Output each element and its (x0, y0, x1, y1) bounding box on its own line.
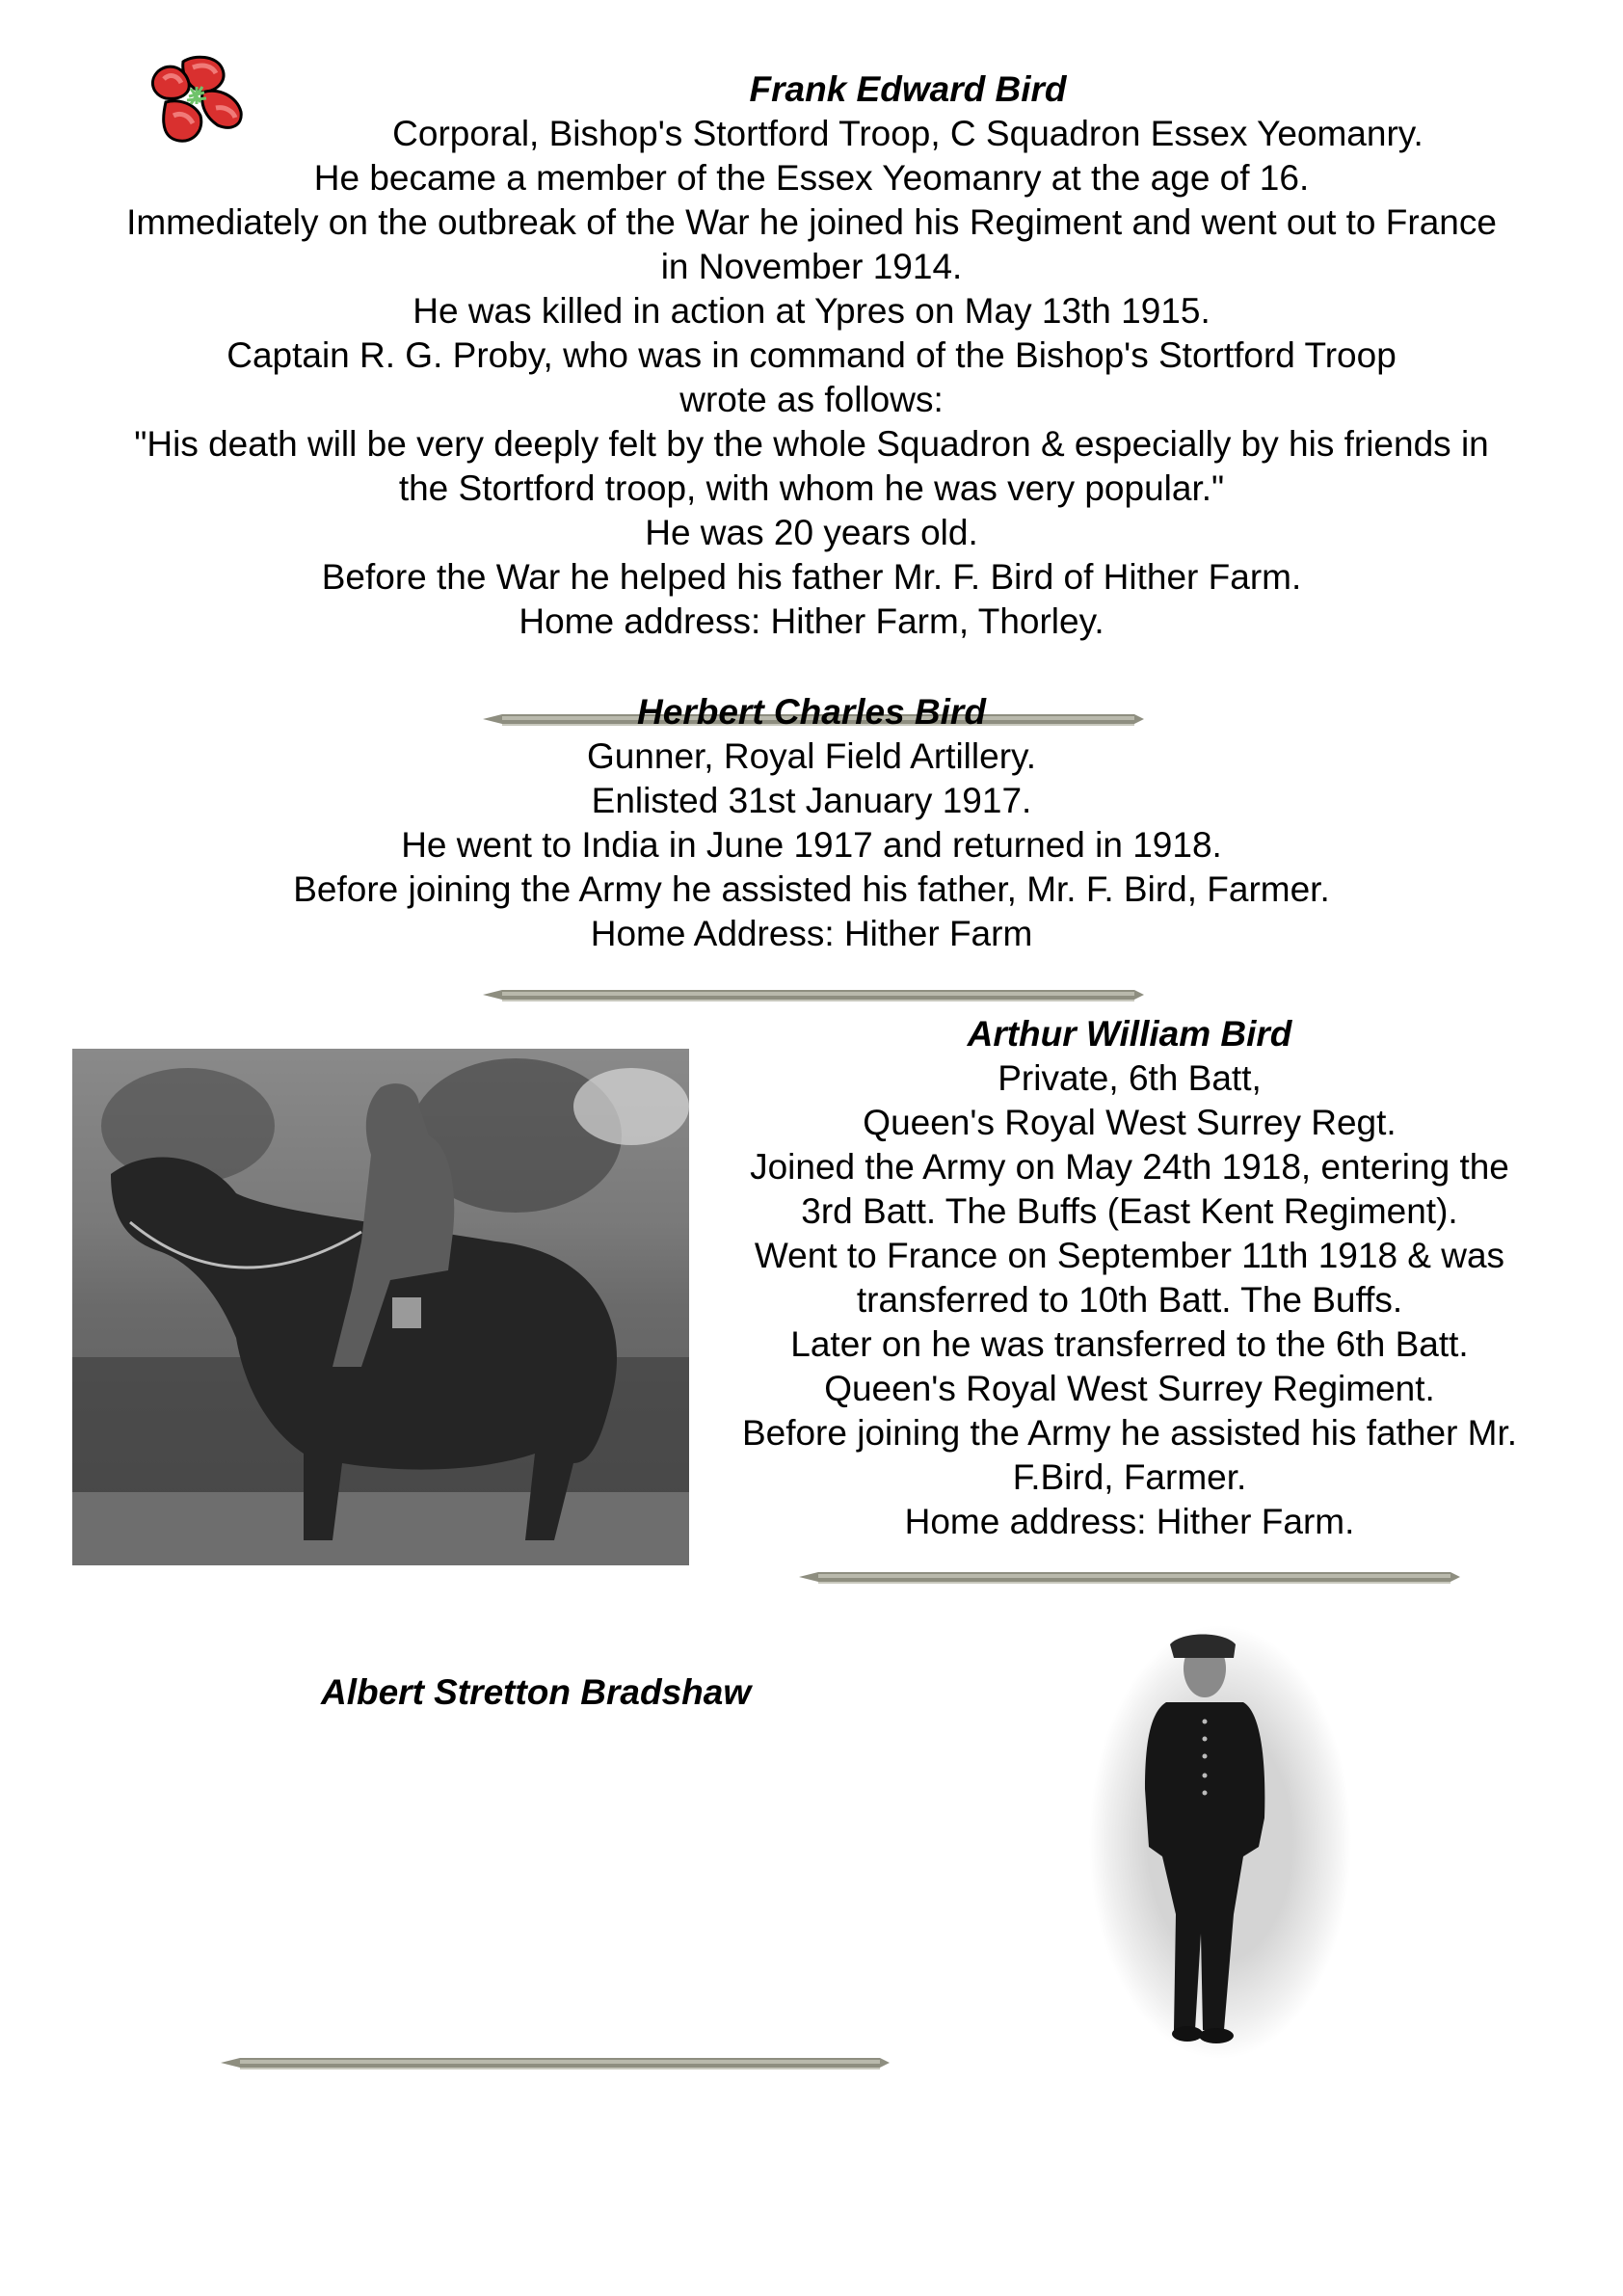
separator (799, 1569, 1460, 1585)
entry-line: "His death will be very deeply felt by the whole Squadron & especially by his friends in (134, 424, 1489, 464)
entry-text-column (705, 1012, 1554, 1544)
entry-line: Queen's Royal West Surrey Regt. (863, 1103, 1397, 1142)
entry-name: Frank Edward Bird (749, 69, 1067, 109)
separator (483, 987, 1144, 1002)
entry-line: Before the War he helped his father Mr. F. Bird of Hither Farm. (321, 557, 1302, 597)
entry-line: Home address: Hither Farm, Thorley. (519, 601, 1104, 641)
entry-line: Joined the Army on May 24th 1918, entering the (750, 1147, 1509, 1187)
entry-line: Home Address: Hither Farm (590, 914, 1033, 953)
entry-line: Gunner, Royal Field Artillery. (586, 736, 1037, 776)
entry-line: Queen's Royal West Surrey Regiment. (824, 1369, 1435, 1408)
entry-line: Before joining the Army he assisted his father Mr. (741, 1413, 1518, 1453)
entry-line: 3rd Batt. The Buffs (East Kent Regiment). (801, 1191, 1458, 1231)
entry-line: Enlisted 31st January 1917. (591, 781, 1032, 820)
entry-name: Arthur William Bird (967, 1014, 1292, 1054)
entry-line: Captain R. G. Proby, who was in command of the Bishop's Stortford Troop (226, 335, 1397, 375)
entry-line: transferred to 10th Batt. The Buffs. (856, 1280, 1403, 1320)
entry-line: Before joining the Army he assisted his father, Mr. F. Bird, Farmer. (293, 869, 1330, 909)
entry-line: He was 20 years old. (645, 513, 978, 552)
entry-line: He went to India in June 1917 and returned in 1918. (401, 825, 1222, 865)
soldier-on-horse-photo (72, 1049, 689, 1565)
entry-line: Private, 6th Batt, (998, 1058, 1262, 1098)
separator (221, 2055, 890, 2070)
entry-line: in November 1914. (660, 247, 963, 286)
entry-line: Immediately on the outbreak of the War he joined his Regiment and went out to France (126, 202, 1497, 242)
soldier-standing-portrait-photo (1089, 1625, 1351, 2059)
entry-line: F.Bird, Farmer. (1012, 1457, 1247, 1497)
entry-line: Went to France on September 11th 1918 & was (754, 1236, 1505, 1275)
entry-line: the Stortford troop, with whom he was very popular." (398, 468, 1225, 508)
entry-line: Home address: Hither Farm. (904, 1502, 1355, 1541)
entry-name: Herbert Charles Bird (637, 692, 986, 732)
entry-line: Corporal, Bishop's Stortford Troop, C Squadron Essex Yeomanry. (392, 114, 1423, 153)
entry-line: He became a member of the Essex Yeomanry at the age of 16. (313, 158, 1310, 198)
entry-name: Albert Stretton Bradshaw (321, 1672, 752, 1712)
entry-line: wrote as follows: (679, 380, 944, 419)
entry-line: Later on he was transferred to the 6th Batt. (790, 1324, 1469, 1364)
entry-line: He was killed in action at Ypres on May 13th 1915. (412, 291, 1211, 331)
